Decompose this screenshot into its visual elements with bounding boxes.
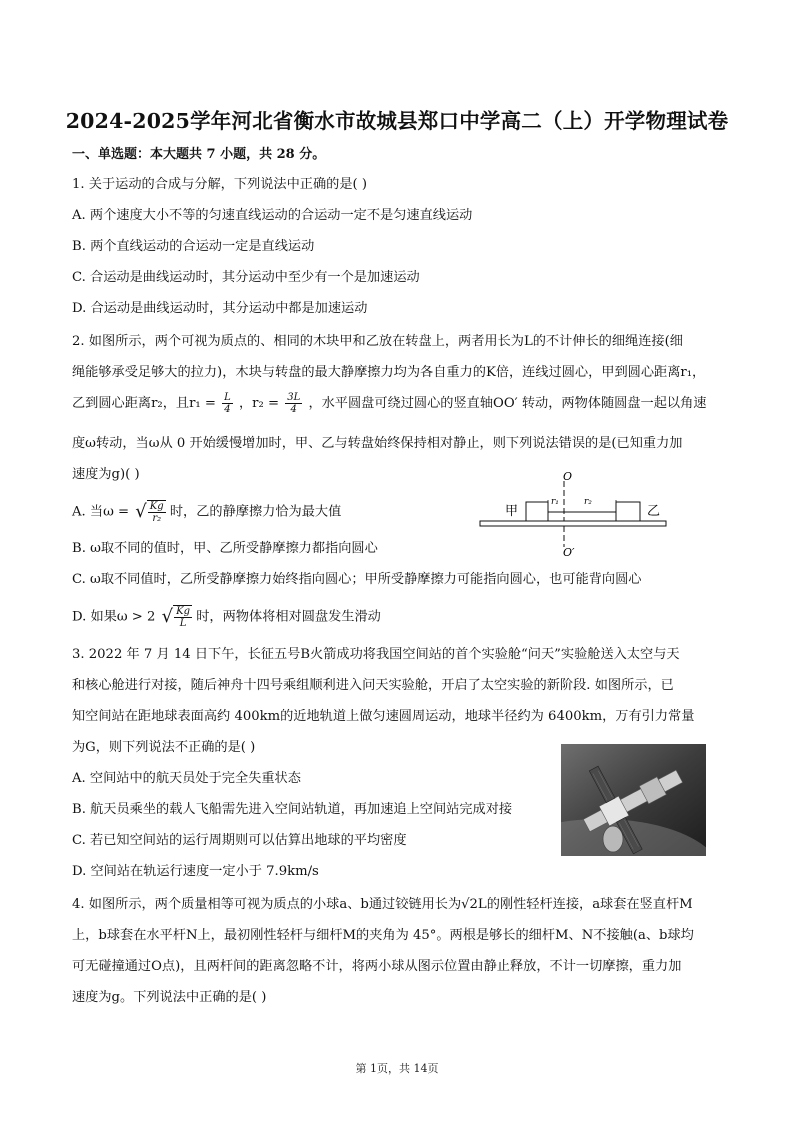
q2-option-a-text: A. 当ω = [72,504,130,520]
q1-option-d: D. 合运动是曲线运动时，其分运动中都是加速运动 [72,301,368,316]
fraction-3l-over-4 [285,392,302,415]
q4-stem-line3: 可无碰撞通过O点)，且两杆间的距离忽略不计，将两小球从图示位置由静止释放，不计一切摩擦，重力加 [72,959,682,974]
turntable-diagram [474,467,674,557]
fraction-numerator: Kg [149,501,164,512]
label-r2: r₂ [584,497,592,507]
q2-option-a [72,500,341,524]
q2-line3-part-a: 乙到圆心距离r₂，且r₁ = [72,396,216,411]
q2-stem-line1: 2. 如图所示，两个可视为质点的、相同的木块甲和乙放在转盘上，两者用长为L的不计伸长的细绳连接(细 [72,334,683,349]
sqrt-kg-over-r2: √ $\frac{Kg}{\text{r₂}}$ [135,501,164,524]
q4-stem-line2: 上，b球套在水平杆N上，最初刚性轻杆与细杆M的夹角为 45°。两根是够长的细杆M、N不接触(a、b球均 [72,928,694,943]
page-footer: 第 1页，共 14页 [355,1062,439,1075]
q1-option-a: A. 两个速度大小不等的匀速直线运动的合运动一定不是匀速直线运动 [72,208,473,223]
label-yi: 乙 [647,504,661,519]
q3-option-b: B. 航天员乘坐的载人飞船需先进入空间站轨道，再加速追上空间站完成对接 [72,802,513,817]
q2-stem-line5: 速度为g)( ) [72,467,140,482]
q2-line3-part-b: ，r₂ = [238,396,280,411]
label-jia: 甲 [505,504,519,519]
q3-stem-line2: 和核心舱进行对接，随后神舟十四号乘组顺利进入问天实验舱，开启了太空实验的新阶段. 如图所示，已 [72,678,674,693]
q1-option-b: B. 两个直线运动的合运动一定是直线运动 [72,239,315,254]
q2-line3-part-c: ，水平圆盘可绕过圆心的竖直轴OO′ 转动，两物体随圆盘一起以角速 [308,396,707,411]
fraction-l-over-4 [222,392,233,415]
q3-option-a: A. 空间站中的航天员处于完全失重状态 [72,771,301,786]
label-o: O [563,470,573,483]
q3-stem-line4: 为G，则下列说法不正确的是( ) [72,740,256,755]
fraction-numerator: Kg [176,606,191,617]
q1-stem: 1. 关于运动的合成与分解，下列说法中正确的是( ) [72,177,368,192]
q2-stem-line2: 绳能够承受足够大的拉力)，木块与转盘的最大静摩擦力均为各自重力的K倍，连线过圆心，甲到圆心距离r₁， [72,365,706,380]
q2-option-d [72,605,381,629]
q2-option-a-tail: 时，乙的静摩擦力恰为最大值 [169,504,342,520]
q3-option-d: D. 空间站在轨运行速度一定小于 7.9km/s [72,864,319,879]
q1-option-c: C. 合运动是曲线运动时，其分运动中至少有一个是加速运动 [72,270,420,285]
spacecraft-end [603,826,623,852]
q4-stem-line1: 4. 如图所示，两个质量相等可视为质点的小球a、b通过铰链用长为√2L的刚性轻杆连接，a球套在竖直杆M [72,897,693,912]
turntable-disk [480,521,666,526]
fraction-numerator: 3L [287,392,301,403]
q3-option-c: C. 若已知空间站的运行周期则可以估算出地球的平均密度 [72,833,407,848]
q2-option-c: C. ω取不同值时，乙所受静摩擦力始终指向圆心；甲所受静摩擦力可能指向圆心，也可能背向圆心 [72,572,642,587]
q2-stem-line3 [72,392,707,415]
q3-stem-line3: 知空间站在距地球表面高约 400km的近地轨道上做匀速圆周运动，地球半径约为 6400km，万有引力常量 [72,709,695,724]
fraction-denominator: r₂ [152,513,162,524]
section-heading: 一、单选题：本大题共 7 小题，共 28 分。 [72,147,326,162]
q3-stem-line1: 3. 2022 年 7 月 14 日下午，长征五号B火箭成功将我国空间站的首个实验舱“问天”实验舱送入太空与天 [72,647,680,662]
page-title: 2024-2025学年河北省衡水市故城县郑口中学高二（上）开学物理试卷 [65,109,729,133]
fraction-denominator: 4 [224,404,231,415]
sqrt-kg-over-l: √ $\frac{Kg}{L}$ [161,606,191,629]
q2-option-d-tail: 时，两物体将相对圆盘发生滑动 [196,609,381,625]
fraction-denominator: L [179,618,187,629]
q2-option-b: B. ω取不同的值时，甲、乙所受静摩擦力都指向圆心 [72,541,378,556]
label-r1: r₁ [551,497,559,507]
q4-stem-line4: 速度为g。下列说法中正确的是( ) [72,990,267,1005]
q2-option-d-text: D. 如果ω > 2 [72,609,156,625]
fraction-numerator: L [224,392,231,403]
fraction-denominator: 4 [290,404,297,415]
block-jia [526,502,548,521]
label-o-prime: O′ [563,546,575,557]
block-yi [616,502,640,521]
q2-stem-line4: 度ω转动，当ω从 0 开始缓慢增加时，甲、乙与转盘始终保持相对静止，则下列说法错误的是(已知重力加 [72,436,683,451]
space-station-photo [561,744,706,856]
